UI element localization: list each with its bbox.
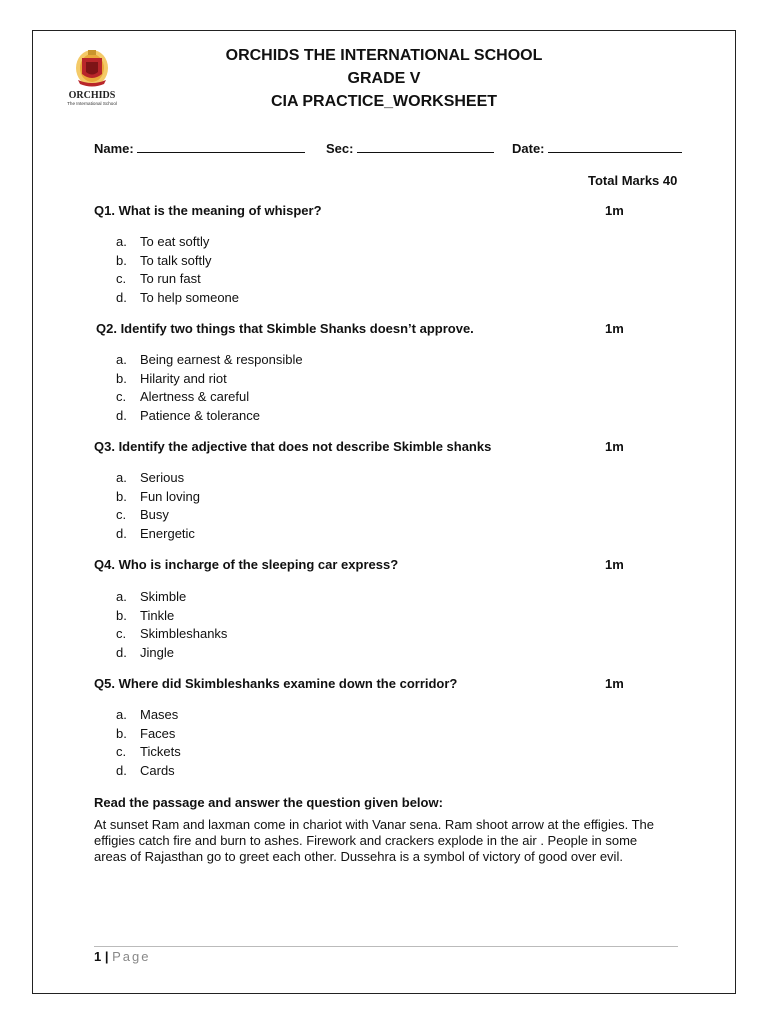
list-item: b. Hilarity and riot: [116, 370, 227, 386]
list-item: a. Being earnest & responsible: [116, 352, 303, 367]
question-1-marks: 1m: [605, 203, 624, 218]
list-item: d. Jingle: [116, 645, 174, 661]
list-item: c. Skimbleshanks: [116, 626, 228, 642]
name-field: [94, 141, 305, 156]
date-blank[interactable]: [548, 152, 682, 153]
date-label: Date:: [512, 141, 545, 156]
question-4-options: [116, 588, 227, 663]
question-3-marks: 1m: [605, 439, 624, 454]
logo-tagline: The International School: [67, 101, 117, 106]
list-item: a. Skimble: [116, 589, 187, 604]
question-4: Q4. Who is incharge of the sleeping car express?: [94, 557, 399, 572]
passage-heading: Read the passage and answer the question given below:: [94, 795, 443, 810]
page-footer: [94, 949, 151, 964]
list-item: d. To help someone: [116, 290, 240, 306]
list-item: a. To eat softly: [116, 234, 210, 249]
list-item: c. Busy: [116, 507, 169, 523]
list-item: a. Mases: [116, 707, 179, 722]
question-3-options: [116, 469, 200, 544]
list-item: c. Alertness & careful: [116, 389, 250, 405]
section-blank[interactable]: [357, 152, 494, 153]
section-label: Sec:: [326, 141, 354, 156]
passage-line: effigies catch fire and burn to ashes. Firework and crackers explode in the air . People in some: [94, 833, 638, 848]
list-item: b. To talk softly: [116, 252, 212, 268]
question-2-options: [116, 351, 303, 426]
list-item: d. Energetic: [116, 526, 195, 542]
question-3: Q3. Identify the adjective that does not describe Skimble shanks: [94, 439, 492, 454]
question-2-marks: 1m: [605, 321, 624, 336]
list-item: b. Faces: [116, 725, 176, 741]
worksheet-title: CIA PRACTICE_WORKSHEET: [270, 93, 498, 110]
date-field: [512, 141, 682, 156]
question-1: Q1. What is the meaning of whisper?: [94, 203, 322, 218]
name-blank[interactable]: [137, 152, 305, 153]
footer-divider: [94, 946, 678, 947]
logo-name: ORCHIDS: [68, 90, 116, 101]
question-2: Q2. Identify two things that Skimble Shanks doesn’t approve.: [96, 321, 474, 336]
list-item: c. Tickets: [116, 744, 181, 760]
list-item: b. Tinkle: [116, 607, 175, 623]
page-label: Page: [112, 949, 151, 964]
page-separator: |: [104, 949, 109, 964]
name-label: Name:: [94, 141, 134, 156]
passage-line: At sunset Ram and laxman come in chariot with Vanar sena. Ram shoot arrow at the effigies. The: [94, 817, 655, 832]
section-field: [326, 141, 494, 156]
question-5-options: [116, 706, 181, 781]
list-item: b. Fun loving: [116, 488, 200, 504]
list-item: c. To run fast: [116, 271, 201, 287]
list-item: d. Patience & tolerance: [116, 408, 260, 424]
question-5: Q5. Where did Skimbleshanks examine down the corridor?: [94, 676, 458, 691]
passage-line: areas of Rajasthan go to greet each other. Dussehra is a symbol of victory of good over evil.: [94, 849, 623, 864]
page-number: 1: [94, 949, 102, 964]
school-name: ORCHIDS THE INTERNATIONAL SCHOOL: [225, 47, 543, 64]
total-marks: Total Marks 40: [588, 173, 678, 188]
question-4-marks: 1m: [605, 557, 624, 572]
list-item: d. Cards: [116, 763, 175, 779]
passage-text: [94, 817, 664, 865]
question-5-marks: 1m: [605, 676, 624, 691]
grade-title: GRADE V: [347, 70, 421, 87]
list-item: a. Serious: [116, 470, 185, 485]
question-1-options: [116, 233, 239, 308]
worksheet-header: [0, 44, 768, 113]
